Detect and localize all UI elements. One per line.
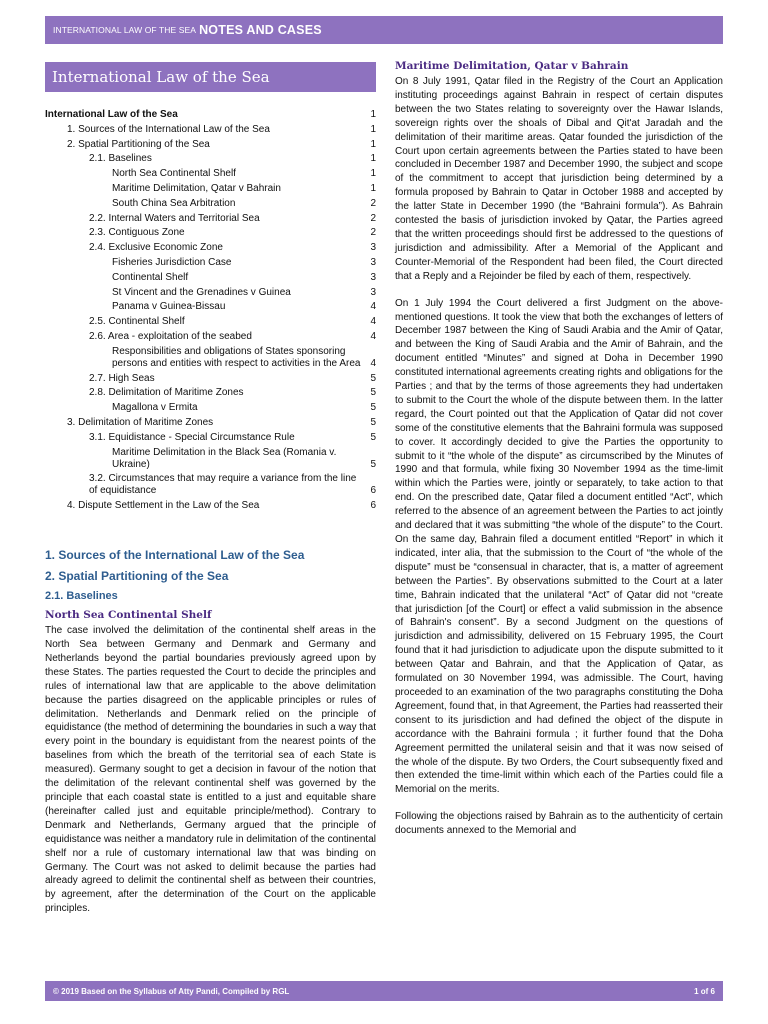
toc-entry[interactable] xyxy=(45,316,376,328)
section-heading-spatial: 2. Spatial Partitioning of the Sea xyxy=(45,569,229,584)
toc-entry-title: Magallona v Ermita xyxy=(112,402,198,414)
toc-entry-title: 2.1. Baselines xyxy=(89,153,152,165)
case-text-north-sea: The case involved the delimitation of the continental shelf areas in the North Sea between Germany and Denmark and Germany and Netherlands beyond the partial boundaries previously agreed upon by these States. The parties requested the Court to decide the principles and rules of international law that are applicable to the above delimitation because the parties disagreed on the applicable principles or rules of delimitation. Netherlands and Denmark relied on the principle of equidistance (the method of determining the boundaries in such a way that every point in the boundary is equidistant from the nearest points of the baselines from which the breath of the territorial sea of each State is measured). Germany sought to get a decision in favour of the notion that the delimitation of the relevant continental shelf was governed by the principle that each coastal state is entitled to a just and equitable share (hereinafter called just and equitable principle/method). Contrary to Denmark and Netherlands, Germany argued that the principle of equidistance was neither a mandatory rule in delimitation of the continental shelf nor a rule of customary international law that was binding on Germany. The Court was not asked to delimit because the parties had already agreed to delimit the continental shelf as between their countries, by agreement, after the determination of the Court on the applicable principles. xyxy=(45,625,376,915)
toc-entry-title: 3.2. Circumstances that may require a variance from the line of equidistance xyxy=(89,473,357,497)
page-footer xyxy=(45,981,723,1001)
toc-entry-title: International Law of the Sea xyxy=(45,109,178,120)
toc-entry-page: 2 xyxy=(370,227,376,239)
toc-entry-page: 5 xyxy=(370,416,376,428)
toc-entry[interactable] xyxy=(45,213,376,225)
toc-entry-page: 4 xyxy=(370,357,376,369)
toc-entry-page: 5 xyxy=(370,372,376,384)
toc-entry-title: Continental Shelf xyxy=(112,271,189,283)
toc-entry-page: 6 xyxy=(370,500,376,512)
toc-entry[interactable] xyxy=(45,417,376,429)
toc-entry-title: St Vincent and the Grenadines v Guinea xyxy=(112,286,291,298)
toc-entry-title: 2.4. Exclusive Economic Zone xyxy=(89,242,223,254)
toc-entry-title: 1. Sources of the International Law of the Sea xyxy=(67,123,270,135)
toc-entry[interactable] xyxy=(45,432,376,444)
page-number: 1 of 6 xyxy=(694,986,715,996)
header-title: NOTES AND CASES xyxy=(199,23,322,37)
case-text-qatar-p1: On 8 July 1991, Qatar filed in the Registry of the Court an Application instituting proceedings against Bahrain in respect of certain disputes between the two States relating to sovereignty over the Hawar Islands, sovereign rights over the shoals of Dibal and Qit'at Jaradah and the delimitation of their maritime areas. Qatar founded the jurisdiction of the Court upon certain agreements between the Parties stated to have been concluded in December 1987 and December 1990, the subject and scope of the commitment to accept that jurisdiction being determined by a formula proposed by Bahrain to Qatar in October 1988 and accepted by the latter State in December 1990 (the “Bahraini formula”). As Bahrain contested the basis of jurisdiction invoked by Qatar, the Parties agreed that the written proceedings should first be addressed to the questions of jurisdiction and admissibility. After a Memorial of the Applicant and Counter-Memorial of the Respondent had been filed, the Court directed that a Reply and a Rejoinder be filed by each of them, respectively. xyxy=(395,76,723,282)
toc-entry[interactable] xyxy=(45,287,376,299)
toc-entry-page: 3 xyxy=(370,271,376,283)
toc-entry-page: 3 xyxy=(370,242,376,254)
subsection-heading-baselines: 2.1. Baselines xyxy=(45,590,118,603)
toc-entry-title: 2.5. Continental Shelf xyxy=(89,316,185,328)
toc-entry[interactable] xyxy=(45,109,376,121)
page-header xyxy=(45,16,723,44)
toc-entry[interactable] xyxy=(45,301,376,313)
case-text-qatar-p2: On 1 July 1994 the Court delivered a first Judgment on the above-mentioned questions. It took the view that both the exchanges of letters of December 1987 between the King of Saudi Arabia and the Amir of Qatar, and between the King of Saudi Arabia and the Amir of Bahrain, and the document entitled “Minutes” and signed at Doha in December 1990 constituted international agreements creating rights and obligations for the Parties ; and that by the terms of those agreements they had undertaken to submit to the Court the whole of the dispute between them. In the latter regard, the Court pointed out that the Application of Qatar did not cover some of the constitutive elements that the Bahraini formula was supposed to cover. It accordingly decided to give the Parties the opportunity to submit to it “the whole of the dispute” as circumscribed by the Minutes of 1990 and that formula, while fixing 30 November 1994 as the time-limit within which the Parties were, jointly or separately, to take action to that end. On the prescribed date, Qatar filed a document entitled “Act”, which referred to the absence of an agreement between the Parties to act jointly and declared that it was submitting “the whole of the dispute” to the Court. On the same day, Bahrain filed a document entitled “Report” in which it indicated, inter alia, that the submission to the Court of “the whole of the dispute” must be “consensual in character, that is, a matter of agreement between the Parties”. By observations submitted to the Court at a later time, Bahrain indicated that the unilateral “Act” of Qatar did not “create that jurisdiction [of the Court] or effect a valid submission in the absence of Bahrain's consent”. By a second Judgment on the questions of jurisdiction and admissibility, delivered on 15 February 1995, the Court found that it had jurisdiction to adjudicate upon the dispute submitted to it between Qatar and Bahrain, and that the Application of Qatar, as formulated on 30 November 1994, was admissible. The Court, having proceeded to an examination of the two paragraphs constituting the Doha Agreement, found that, in that Agreement, the Parties had reasserted their consent to its jurisdiction and had defined the object of the dispute in accordance with the Bahraini formula ; it further found that the Doha Agreement permitted the unilateral seisin and that it was now seised of the whole of the dispute. By two Orders, the Court subsequently fixed and then extended the time-limit within which each of the Parties could file a Memorial on the merits. xyxy=(395,297,723,796)
toc-entry[interactable] xyxy=(45,473,376,497)
toc-entry[interactable] xyxy=(45,153,376,165)
toc-entry-title: 2.7. High Seas xyxy=(89,372,155,384)
toc-entry-title: Maritime Delimitation in the Black Sea (Romania v. Ukraine) xyxy=(112,446,337,470)
toc-entry[interactable] xyxy=(45,124,376,136)
toc-entry[interactable] xyxy=(45,183,376,195)
toc-entry-page: 3 xyxy=(370,256,376,268)
toc-entry-page: 1 xyxy=(370,153,376,165)
toc-entry-title: 3. Delimitation of Maritime Zones xyxy=(67,416,214,428)
toc-entry-page: 1 xyxy=(370,182,376,194)
toc-entry-page: 1 xyxy=(370,138,376,150)
document-title: International Law of the Sea xyxy=(45,62,376,92)
toc-entry[interactable] xyxy=(45,227,376,239)
toc-entry-page: 2 xyxy=(370,197,376,209)
toc-entry-page: 4 xyxy=(370,316,376,328)
toc-entry-page: 2 xyxy=(370,212,376,224)
toc-entry-title: 2.2. Internal Waters and Territorial Sea xyxy=(89,212,260,224)
case-heading-qatar-bahrain: Maritime Delimitation, Qatar v Bahrain xyxy=(395,60,629,72)
toc-entry-page: 3 xyxy=(370,286,376,298)
toc-entry-title: North Sea Continental Shelf xyxy=(112,168,236,180)
toc-entry-page: 1 xyxy=(370,109,376,120)
toc-entry[interactable] xyxy=(45,500,376,512)
toc-entry-page: 5 xyxy=(370,387,376,399)
toc-entry[interactable] xyxy=(45,373,376,385)
header-subject: INTERNATIONAL LAW OF THE SEA xyxy=(53,25,197,35)
toc-entry-title: 2. Spatial Partitioning of the Sea xyxy=(67,138,210,150)
toc-entry[interactable] xyxy=(45,387,376,399)
toc-entry[interactable] xyxy=(45,168,376,180)
table-of-contents xyxy=(45,109,376,512)
toc-entry[interactable] xyxy=(45,242,376,254)
toc-entry[interactable] xyxy=(45,447,376,471)
left-column xyxy=(45,62,376,916)
toc-entry-title: 3.1. Equidistance - Special Circumstance Rule xyxy=(89,431,295,443)
toc-entry-title: Responsibilities and obligations of States sponsoring persons and entities with respect to activities in the Area xyxy=(112,345,361,369)
right-column xyxy=(395,60,723,838)
toc-entry-page: 1 xyxy=(370,168,376,180)
toc-entry[interactable] xyxy=(45,198,376,210)
toc-entry[interactable] xyxy=(45,402,376,414)
toc-entry-page: 5 xyxy=(370,402,376,414)
toc-entry[interactable] xyxy=(45,139,376,151)
toc-entry[interactable] xyxy=(45,346,376,370)
toc-entry-title: 4. Dispute Settlement in the Law of the Sea xyxy=(67,500,260,512)
toc-entry-title: Fisheries Jurisdiction Case xyxy=(112,256,232,268)
section-heading-sources: 1. Sources of the International Law of the Sea xyxy=(45,548,305,563)
toc-entry-page: 4 xyxy=(370,301,376,313)
case-heading-north-sea: North Sea Continental Shelf xyxy=(45,609,212,622)
case-text-qatar-p3: Following the objections raised by Bahrain as to the authenticity of certain documents annexed to the Memorial and xyxy=(395,811,723,837)
footer-copyright: © 2019 Based on the Syllabus of Atty Pandi, Compiled by RGL xyxy=(53,986,290,996)
toc-entry-page: 5 xyxy=(370,431,376,443)
toc-entry-page: 1 xyxy=(370,123,376,135)
toc-entry-title: Maritime Delimitation, Qatar v Bahrain xyxy=(112,182,281,194)
toc-entry-title: 2.3. Contiguous Zone xyxy=(89,227,185,239)
toc-entry-page: 4 xyxy=(370,330,376,342)
toc-entry-title: 2.8. Delimitation of Maritime Zones xyxy=(89,387,244,399)
toc-entry-title: South China Sea Arbitration xyxy=(112,197,236,209)
toc-entry-title: 2.6. Area - exploitation of the seabed xyxy=(89,330,252,342)
toc-entry-page: 6 xyxy=(370,485,376,497)
toc-entry-title: Panama v Guinea-Bissau xyxy=(112,301,226,313)
toc-entry[interactable] xyxy=(45,331,376,343)
toc-entry-page: 5 xyxy=(370,458,376,470)
toc-entry[interactable] xyxy=(45,257,376,269)
toc-entry[interactable] xyxy=(45,272,376,284)
